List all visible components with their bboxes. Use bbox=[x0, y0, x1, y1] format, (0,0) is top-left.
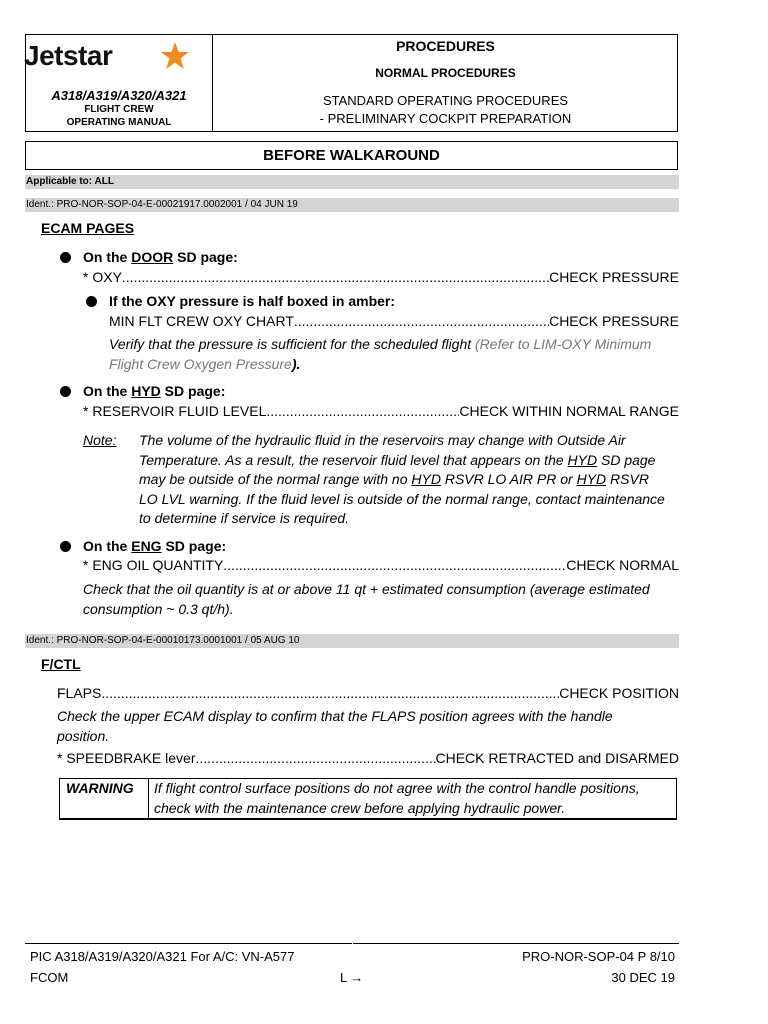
min-flt-crew-oxy-line: MIN FLT CREW OXY CHART ..... CHECK PRESSURE bbox=[109, 313, 679, 329]
warning-label: WARNING bbox=[66, 780, 134, 796]
verify-text: Verify that the pressure is sufficient for the scheduled flight (Refer to LIM-OXY Minimum Flight Crew Oxygen Pressure). bbox=[109, 336, 652, 372]
subsection-title: NORMAL PROCEDURES bbox=[375, 66, 516, 80]
manual-title-line2: OPERATING MANUAL bbox=[66, 117, 172, 128]
footer-page-number: PRO-NOR-SOP-04 P 8/10 bbox=[522, 949, 675, 964]
note-text: The volume of the hydraulic fluid in the reservoirs may change with Outside Air Temperature. As a result, the reservoir fluid level that appears on the HYD SD page may be outside of the normal range with no HYD RSVR LO AIR PR or HYD RSVR LO LVL warning. If the fluid level is outside of the normal range, contact maintenance to determine if service is required. bbox=[139, 432, 665, 526]
oxy-check-line: * OXY ..... CHECK PRESSURE bbox=[83, 269, 679, 285]
footer-rule-left bbox=[25, 943, 352, 944]
topic-line2: - PRELIMINARY COCKPIT PREPARATION bbox=[319, 111, 572, 126]
footer-fcom: FCOM bbox=[30, 970, 69, 985]
logo-text: Jetstar bbox=[24, 40, 113, 71]
door-page-heading: On the DOOR SD page: bbox=[83, 249, 238, 265]
flaps-instruction: Check the upper ECAM display to confirm that the FLAPS position agrees with the handle position. bbox=[57, 708, 613, 744]
speedbrake-check-line: * SPEEDBRAKE lever ..... CHECK RETRACTED and DISARMED bbox=[57, 750, 679, 766]
section-title: PROCEDURES bbox=[396, 38, 495, 54]
warning-text: If flight control surface positions do not agree with the control handle positions, check with the maintenance crew before applying hydraulic power. bbox=[154, 780, 640, 816]
eng-page-heading: On the ENG SD page: bbox=[83, 538, 227, 554]
manual-title-line1: FLIGHT CREW bbox=[84, 104, 154, 115]
bullet-icon bbox=[60, 252, 71, 263]
bullet-icon bbox=[86, 296, 97, 307]
oxy-amber-heading: If the OXY pressure is half boxed in amber: bbox=[109, 293, 396, 309]
ident-bar-1: Ident.: PRO-NOR-SOP-04-E-00021917.0002001 / 04 JUN 19 bbox=[25, 198, 679, 212]
footer-date: 30 DEC 19 bbox=[611, 970, 675, 985]
star-logo-icon bbox=[160, 41, 190, 71]
oil-quantity-text: Check that the oil quantity is at or above 11 qt + estimated consumption (average estimated consumption ~ 0.3 qt/h). bbox=[83, 581, 650, 617]
fctl-section-title: F/CTL bbox=[41, 656, 81, 672]
note-label: Note: bbox=[83, 432, 117, 448]
hyd-page-heading: On the HYD SD page: bbox=[83, 383, 226, 399]
aircraft-models: A318/A319/A320/A321 bbox=[51, 88, 187, 103]
oxy-reference-link[interactable]: (Refer to LIM-OXY Minimum bbox=[475, 336, 652, 352]
applicable-bar: Applicable to: ALL bbox=[25, 175, 679, 189]
reservoir-check-line: * RESERVOIR FLUID LEVEL ..... CHECK WITHIN NORMAL RANGE bbox=[83, 403, 679, 419]
flaps-check-line: FLAPS ..... CHECK POSITION bbox=[57, 685, 679, 701]
ecam-section-title: ECAM PAGES bbox=[41, 220, 135, 236]
page-title: BEFORE WALKAROUND bbox=[25, 141, 678, 170]
footer-rule-right bbox=[353, 943, 679, 944]
bullet-icon bbox=[60, 541, 71, 552]
footer-aircraft: PIC A318/A319/A320/A321 For A/C: VN-A577 bbox=[30, 949, 295, 964]
footer-page-flow: L → bbox=[340, 970, 364, 985]
ident-bar-2: Ident.: PRO-NOR-SOP-04-E-00010173.0001001 / 05 AUG 10 bbox=[25, 634, 679, 648]
topic-line1: STANDARD OPERATING PROCEDURES bbox=[322, 93, 569, 108]
warning-divider bbox=[148, 779, 149, 818]
eng-oil-check-line: * ENG OIL QUANTITY ..... CHECK NORMAL bbox=[83, 557, 679, 573]
bullet-icon bbox=[60, 386, 71, 397]
